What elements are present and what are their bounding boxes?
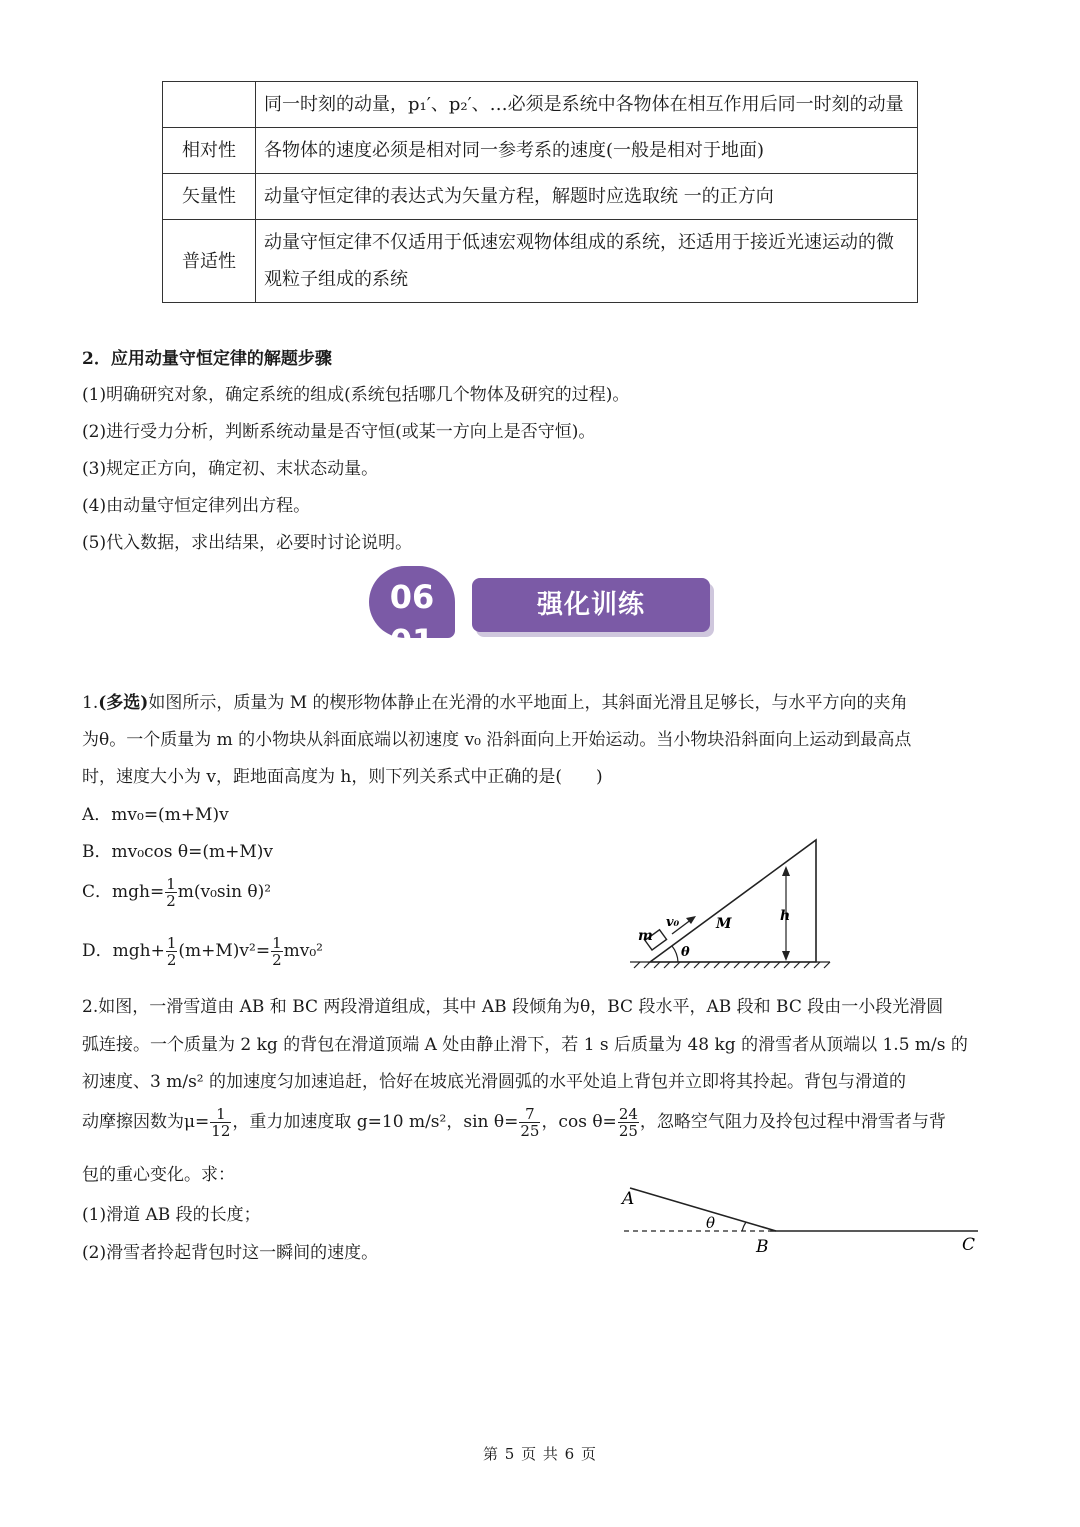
label-m: m (638, 928, 653, 944)
section-number-badge (369, 566, 455, 660)
wedge-body (650, 840, 816, 962)
question-text: 如图所示，质量为 M 的楔形物体静止在光滑的水平地面上，其斜面光滑且足够长，与水平方向的夹角 (148, 693, 908, 713)
option-b: B．mv₀cos θ=(m+M)v (82, 842, 274, 862)
table-key: 矢量性 (163, 174, 256, 220)
table-value: 动量守恒定律的表达式为矢量方程，解题时应选取统 一的正方向 (256, 174, 918, 220)
question-text: ，cos θ= (541, 1112, 617, 1132)
table-row (163, 220, 918, 303)
label-theta: θ (681, 945, 690, 960)
table-value: 各物体的速度必须是相对同一参考系的速度(一般是相对于地面) (256, 128, 918, 174)
question-text: 动摩擦因数为μ= (82, 1112, 210, 1132)
fraction-denominator: 25 (520, 1122, 540, 1140)
option-c (82, 876, 271, 909)
table-row (163, 82, 918, 128)
fraction-numerator: 24 (618, 1105, 638, 1123)
badge-number: 06 (389, 578, 435, 616)
label-b: B (756, 1237, 769, 1257)
ground-hatching (630, 962, 830, 968)
fraction-numerator: 1 (210, 1106, 231, 1123)
table-row (163, 174, 918, 220)
label-h: h (780, 908, 791, 924)
label-theta: θ (706, 1214, 716, 1232)
slope-figure (610, 1180, 990, 1260)
sub-question: (2)滑雪者拎起背包时这一瞬间的速度。 (82, 1243, 379, 1263)
table-key: 相对性 (163, 128, 256, 174)
label-c: C (962, 1235, 976, 1255)
table-value: 动量守恒定律不仅适用于低速宏观物体组成的系统，还适用于接近光速运动的微观粒子组成的系统 (256, 220, 918, 303)
slope-ab (630, 1188, 776, 1231)
option-c-text: m(v₀sin θ)² (177, 882, 272, 902)
table-value: 同一时刻的动量，p₁′、p₂′、…必须是系统中各物体在相互作用后同一时刻的动量 (256, 82, 918, 128)
fraction (165, 876, 177, 909)
angle-arc (672, 946, 678, 962)
page-footer: 第 5 页 共 6 页 (483, 1445, 597, 1463)
badge-number-secondary: 01 (389, 622, 435, 660)
option-d-text: mv₀² (283, 941, 323, 961)
question-text: ，忽略空气阻力及拎包过程中滑雪者与背 (639, 1112, 946, 1132)
fraction-numerator: 1 (166, 934, 177, 952)
question-2-line: 弧连接。一个质量为 2 kg 的背包在滑道顶端 A 处由静止滑下，若 1 s 后质量为 48 kg 的滑雪者从顶端以 1.5 m/s 的 (82, 1035, 968, 1055)
option-d-text: D．mgh+ (82, 941, 165, 961)
fraction (271, 935, 283, 968)
fraction (210, 1106, 231, 1139)
question-2-line (82, 1106, 946, 1139)
fraction-numerator: 1 (272, 934, 282, 952)
step-item: (5)代入数据，求出结果，必要时讨论说明。 (82, 533, 413, 553)
table-row (163, 128, 918, 174)
sub-question: (1)滑道 AB 段的长度； (82, 1205, 261, 1225)
fraction-denominator: 2 (166, 951, 177, 969)
fraction-numerator: 1 (166, 875, 176, 893)
properties-table (162, 81, 918, 303)
step-item: (3)规定正方向，确定初、末状态动量。 (82, 459, 379, 479)
question-2-line: 初速度、3 m/s² 的加速度匀加速追赶，恰好在坡底光滑圆弧的水平处追上背包并立即将其拎起。背包与滑道的 (82, 1072, 907, 1092)
step-item: (1)明确研究对象，确定系统的组成(系统包括哪几个物体及研究的过程)。 (82, 385, 630, 405)
option-d-text: (m+M)v²= (178, 941, 271, 961)
label-a: A (622, 1189, 635, 1209)
question-text: ，重力加速度取 g=10 m/s²，sin θ= (232, 1112, 519, 1132)
fraction (519, 1106, 540, 1139)
question-number: 1. (82, 693, 99, 713)
fraction (166, 935, 178, 968)
multi-select-tag: (多选) (98, 693, 149, 713)
section-heading: 2．应用动量守恒定律的解题步骤 (82, 349, 332, 369)
question-2-line: 包的重心变化。求： (82, 1165, 235, 1185)
question-1-line: 时，速度大小为 v，距地面高度为 h，则下列关系式中正确的是( ) (82, 767, 603, 787)
label-v0: v₀ (666, 915, 680, 930)
section-title-banner: 强化训练 (472, 578, 710, 632)
fraction (618, 1106, 639, 1139)
fraction-denominator: 2 (272, 951, 282, 969)
option-c-text: C．mgh= (82, 882, 165, 902)
step-item: (4)由动量守恒定律列出方程。 (82, 496, 311, 516)
step-item: (2)进行受力分析，判断系统动量是否守恒(或某一方向上是否守恒)。 (82, 422, 596, 442)
angle-arc (742, 1222, 746, 1231)
arrowhead-icon (782, 866, 790, 876)
label-M: M (716, 916, 732, 932)
question-2-line: 2.如图，一滑雪道由 AB 和 BC 两段滑道组成，其中 AB 段倾角为θ，BC 段水平，AB 段和 BC 段由一小段光滑圆 (82, 997, 944, 1017)
wedge-figure (620, 830, 840, 975)
fraction-denominator: 2 (166, 892, 176, 910)
fraction-numerator: 7 (519, 1106, 540, 1123)
question-1-line: 为θ。一个质量为 m 的小物块从斜面底端以初速度 v₀ 沿斜面向上开始运动。当小物块沿斜面向上运动到最高点 (82, 730, 912, 750)
question-1-line (82, 688, 908, 713)
fraction-denominator: 25 (618, 1122, 638, 1140)
fraction-denominator: 12 (211, 1122, 231, 1140)
table-key: 普适性 (163, 220, 256, 303)
table-key (163, 82, 256, 128)
option-d (82, 935, 323, 968)
option-a: A．mv₀=(m+M)v (82, 805, 229, 825)
arrowhead-icon (782, 951, 790, 961)
